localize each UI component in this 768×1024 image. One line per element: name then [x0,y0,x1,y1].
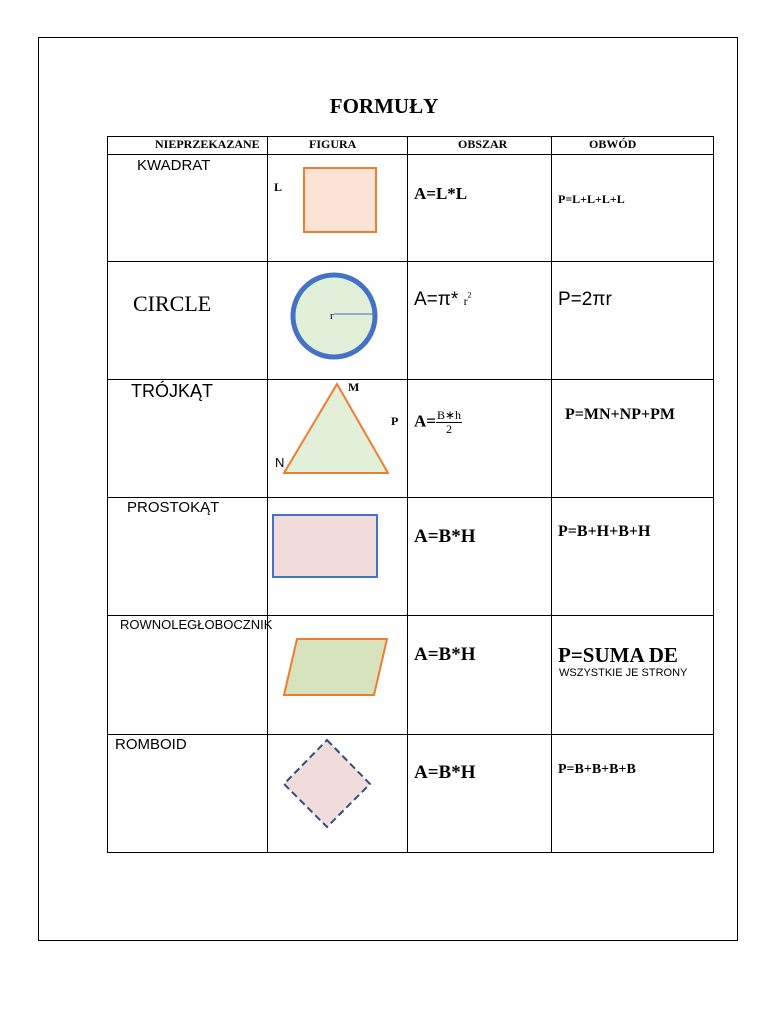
triangle-vertex-n: N [275,455,285,470]
triangle-shape [280,380,392,476]
triangle-perimeter-formula: P=MN+NP+PM [565,406,675,423]
table-row-divider [107,261,714,262]
table-row-divider [107,497,714,498]
row-name-triangle: TRÓJKĄT [131,381,214,401]
document-title: FORMUŁY [329,94,439,118]
table-border-left [107,136,108,853]
romboid-shape [280,737,374,831]
circle-area-formula [414,289,472,311]
rectangle-perimeter-formula: P=B+H+B+H [558,523,651,540]
header-perimeter: OBWÓD [589,137,637,151]
triangle-area-numerator: B∗h [436,408,462,422]
triangle-area-denominator: 2 [446,422,452,436]
table-column-divider [267,136,268,853]
triangle-area-prefix: A= [414,411,436,431]
table-column-divider [407,136,408,853]
romboid-perimeter-formula: P=B+B+B+B [558,762,636,777]
table-row-divider [107,615,714,616]
square-shape [300,166,380,236]
table-border-bottom [107,852,714,853]
row-name-parallelogram: ROWNOLEGŁOBOCZNIK [120,617,273,632]
parallelogram-perimeter-note: WSZYSTKIE JE STRONY [559,667,688,679]
circle-shape [288,266,380,366]
triangle-vertex-p: P [391,414,399,428]
square-side-label: L [274,180,283,194]
table-border-right [713,136,714,853]
row-name-circle: CIRCLE [133,291,212,316]
header-area: OBSZAR [458,137,508,151]
table-row-divider [107,379,714,380]
circle-radius-label: r [330,310,334,322]
row-name-rectangle: PROSTOKĄT [127,499,220,516]
header-figure: FIGURA [309,137,357,151]
circle-area-r: r [463,294,468,308]
parallelogram-perimeter-formula: P=SUMA DE [558,643,678,667]
romboid-area-formula: A=B*H [414,762,476,783]
table-row-divider [107,734,714,735]
row-name-romboid: ROMBOID [115,736,187,753]
triangle-vertex-m: M [348,380,360,394]
parallelogram-shape [280,636,392,698]
rectangle-shape [271,513,381,581]
table-column-divider [551,136,552,853]
square-perimeter-formula: P=L+L+L+L [558,192,625,206]
square-area-formula: A=L*L [414,184,468,203]
table-header-divider [107,154,714,155]
parallelogram-area-formula: A=B*H [414,644,476,665]
circle-area-exponent: 2 [467,290,472,300]
row-name-square: KWADRAT [137,157,211,174]
triangle-area-fraction [436,409,462,436]
triangle-area-formula [414,409,462,436]
header-name: NIEPRZEKAZANE [155,137,260,151]
circle-perimeter-formula: P=2πr [558,289,612,310]
rectangle-area-formula: A=B*H [414,526,476,547]
circle-area-prefix: A=π* [414,289,459,310]
